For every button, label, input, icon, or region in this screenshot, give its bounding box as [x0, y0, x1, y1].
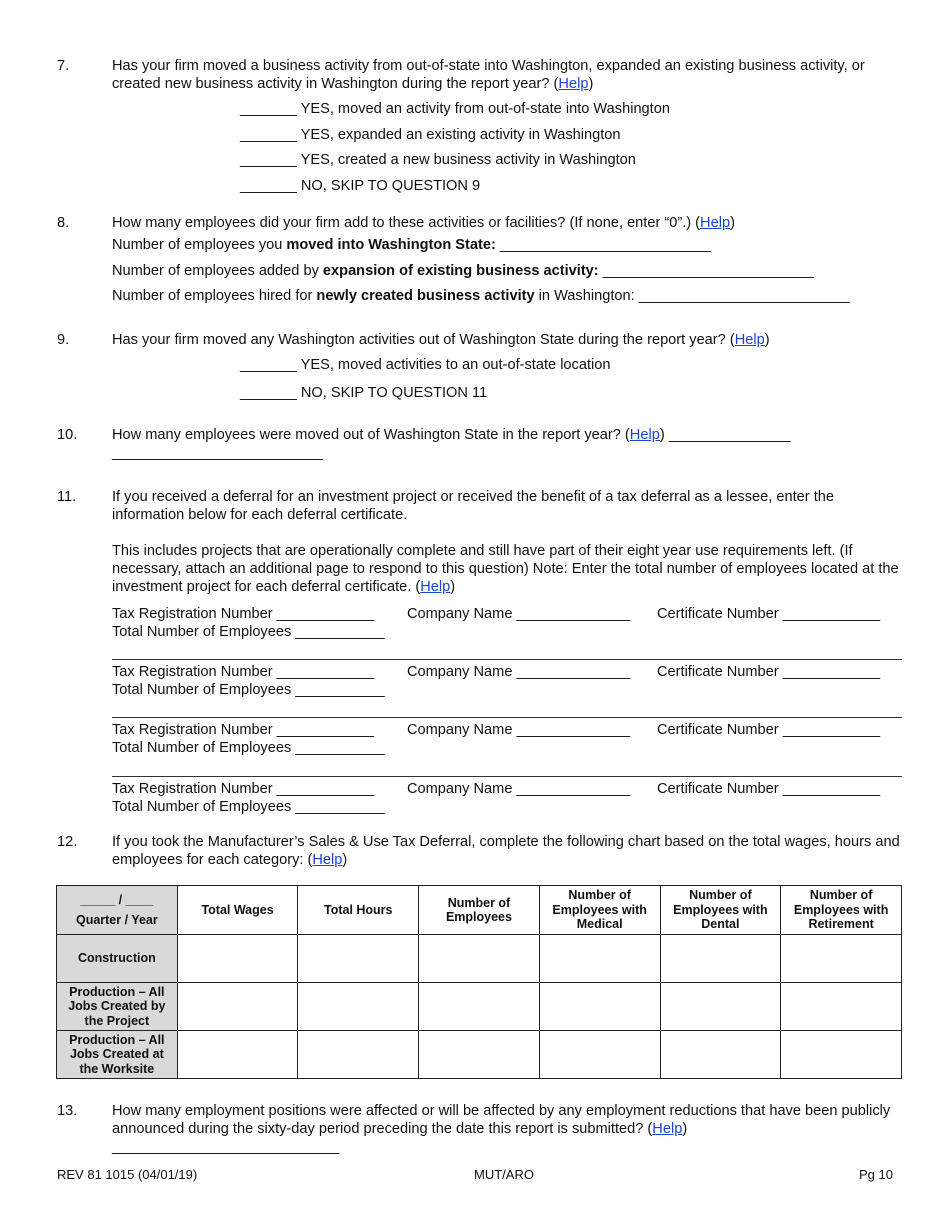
certificate-number-field[interactable]: Certificate Number ____________: [657, 664, 881, 680]
help-link[interactable]: Help: [652, 1121, 683, 1137]
tax-registration-field[interactable]: Tax Registration Number ____________: [112, 781, 375, 797]
question-12-text: If you took the Manufacturer’s Sales & Use Tax Deferral, complete the following chart based on the total wages, hours and employees for each category: (Help): [112, 834, 900, 868]
question-13-prompt: How many employment positions were affected or will be affected by any employment reductions that have been publicly announced during the sixty-day period preceding the date this report is submitted? (: [112, 1103, 891, 1137]
q8-line-3: [112, 287, 850, 305]
q8-line-3-post[interactable]: in Washington: __________________________: [534, 288, 850, 304]
answer-blank[interactable]: _______________: [664, 427, 791, 443]
column-header: Number of Employees with Retirement: [781, 886, 902, 935]
company-name-field[interactable]: Company Name ______________: [407, 722, 631, 738]
answer-blank[interactable]: _______: [240, 152, 297, 168]
answer-blank[interactable]: __________________________: [598, 263, 814, 279]
row-header: Construction: [57, 935, 178, 983]
help-link[interactable]: Help: [734, 332, 765, 348]
input-cell[interactable]: [298, 935, 419, 983]
form-revision: REV 81 1015 (04/01/19): [57, 1167, 198, 1182]
question-8-prompt: How many employees did your firm add to these activities or facilities? (If none, enter “0”.) (: [112, 215, 701, 231]
question-11-text: If you received a deferral for an investment project or received the benefit of a tax deferral as a lessee, enter the information below for each deferral certificate.: [112, 489, 834, 523]
question-7-prompt: Has your firm moved a business activity from out-of-state into Washington, expanded an existing business activity, or created new business activity in Washington during the report year? (: [112, 58, 865, 92]
q9-option-2-label: NO, SKIP TO QUESTION 11: [300, 385, 488, 401]
quarter-year-header[interactable]: [57, 886, 178, 935]
input-cell[interactable]: [539, 935, 660, 983]
q7-option-4-label: NO, SKIP TO QUESTION 9: [300, 178, 481, 194]
input-cell[interactable]: [419, 983, 540, 1031]
divider: [112, 717, 902, 718]
page-number: Pg 10: [859, 1167, 893, 1182]
q8-line-1-bold: moved into Washington State:: [286, 237, 496, 253]
question-8-number: 8.: [57, 215, 70, 231]
help-link[interactable]: Help: [420, 579, 451, 595]
tax-registration-field[interactable]: Tax Registration Number ____________: [112, 606, 375, 622]
question-13-number: 13.: [57, 1103, 78, 1119]
q8-line-2-bold: expansion of existing business activity:: [322, 263, 599, 279]
row-header: Production – All Jobs Created by the Project: [57, 983, 178, 1031]
total-employees-field[interactable]: Total Number of Employees ___________: [112, 682, 385, 698]
question-10-text: How many employees were moved out of Washington State in the report year? (Help) _______________ __________________________: [112, 427, 791, 461]
question-12-number: 12.: [57, 834, 78, 850]
quarter-year-blank[interactable]: _____ / ____: [80, 892, 154, 907]
input-cell[interactable]: [177, 983, 298, 1031]
input-cell[interactable]: [419, 1031, 540, 1079]
deferral-certificate-1: [112, 605, 902, 641]
company-name-field[interactable]: Company Name ______________: [407, 781, 631, 797]
column-header: Number of Employees with Medical: [539, 886, 660, 935]
q7-option-3-label: YES, created a new business activity in Washington: [300, 152, 636, 168]
answer-blank[interactable]: _______: [240, 178, 297, 194]
question-8-text: How many employees did your firm add to these activities or facilities? (If none, enter “0”.) (Help): [112, 215, 735, 231]
question-11-paragraph: This includes projects that are operationally complete and still have part of their eight year use requirements left. (If necessary, attach an additional page to respond to this question) Note: Enter the total number of employees located at the investment project for each deferral certificate. (Help): [112, 543, 899, 595]
total-employees-field[interactable]: Total Number of Employees ___________: [112, 799, 385, 815]
answer-blank-line[interactable]: ____________________________: [112, 1139, 340, 1155]
q7-option-4: [240, 177, 480, 195]
q7-option-2-label: YES, expanded an existing activity in Washington: [300, 127, 621, 143]
certificate-number-field[interactable]: Certificate Number ____________: [657, 781, 881, 797]
input-cell[interactable]: [177, 1031, 298, 1079]
input-cell[interactable]: [781, 1031, 902, 1079]
certificate-number-field[interactable]: Certificate Number ____________: [657, 722, 881, 738]
q9-option-2: [240, 384, 487, 402]
q8-line-3-bold: newly created business activity: [316, 288, 535, 304]
input-cell[interactable]: [419, 935, 540, 983]
total-employees-field[interactable]: Total Number of Employees ___________: [112, 624, 385, 640]
question-10-number: 10.: [57, 427, 78, 443]
q7-option-2: [240, 126, 621, 144]
input-cell[interactable]: [298, 1031, 419, 1079]
question-7-number: 7.: [57, 58, 70, 74]
question-11-number: 11.: [57, 489, 77, 505]
q8-line-1-pre: Number of employees you: [112, 237, 287, 253]
deferral-certificate-3: [112, 721, 902, 757]
tax-registration-field[interactable]: Tax Registration Number ____________: [112, 722, 375, 738]
form-code: MUT/ARO: [474, 1167, 534, 1182]
input-cell[interactable]: [781, 983, 902, 1031]
question-12-prompt: If you took the Manufacturer’s Sales & Use Tax Deferral, complete the following chart based on the total wages, hours and employees for each category: (: [112, 834, 900, 868]
input-cell[interactable]: [177, 935, 298, 983]
q8-line-3-pre: Number of employees hired for: [112, 288, 317, 304]
question-9-prompt: Has your firm moved any Washington activities out of Washington State during the report year? (: [112, 332, 735, 348]
column-header: Total Wages: [177, 886, 298, 935]
question-11-note: This includes projects that are operationally complete and still have part of their eight year use requirements left. (If necessary, attach an additional page to respond to this question) Note: Enter the total number of employees located at the investment project for each deferral certificate. (: [112, 543, 899, 595]
table-row: [57, 1031, 902, 1079]
help-link[interactable]: Help: [629, 427, 660, 443]
divider: [112, 776, 902, 777]
q9-option-1: [240, 356, 611, 374]
q7-option-3: [240, 151, 636, 169]
help-link[interactable]: Help: [312, 852, 343, 868]
company-name-field[interactable]: Company Name ______________: [407, 664, 631, 680]
input-cell[interactable]: [539, 1031, 660, 1079]
tax-registration-field[interactable]: Tax Registration Number ____________: [112, 664, 375, 680]
column-header: Number of Employees: [419, 886, 540, 935]
deferral-certificate-2: [112, 663, 902, 699]
deferral-certificate-4: [112, 780, 902, 816]
input-cell[interactable]: [781, 935, 902, 983]
q8-line-2: [112, 262, 814, 280]
input-cell[interactable]: [660, 983, 781, 1031]
quarter-year-label: Quarter / Year: [75, 913, 158, 927]
total-employees-field[interactable]: Total Number of Employees ___________: [112, 740, 385, 756]
answer-blank[interactable]: _______: [240, 127, 297, 143]
column-header: Total Hours: [298, 886, 419, 935]
table-row: [57, 935, 902, 983]
input-cell[interactable]: [298, 983, 419, 1031]
employment-chart: [56, 885, 902, 1079]
question-10-prompt: How many employees were moved out of Washington State in the report year? (: [112, 427, 630, 443]
help-link[interactable]: Help: [558, 76, 589, 92]
answer-blank[interactable]: __________________________: [495, 237, 711, 253]
table-row: [57, 983, 902, 1031]
answer-blank[interactable]: _______: [240, 101, 297, 117]
q9-option-1-label: YES, moved activities to an out-of-state location: [300, 357, 611, 373]
divider: [112, 659, 902, 660]
company-name-field[interactable]: Company Name ______________: [407, 606, 631, 622]
answer-blank[interactable]: _______: [240, 357, 297, 373]
certificate-number-field[interactable]: Certificate Number ____________: [657, 606, 881, 622]
row-header: Production – All Jobs Created at the Worksite: [57, 1031, 178, 1079]
column-header: Number of Employees with Dental: [660, 886, 781, 935]
answer-blank-line[interactable]: __________________________: [112, 445, 324, 461]
answer-blank[interactable]: _______: [240, 385, 297, 401]
q7-option-1-label: YES, moved an activity from out-of-state into Washington: [300, 101, 670, 117]
question-13-text: How many employment positions were affected or will be affected by any employment reductions that have been publicly announced during the sixty-day period preceding the date this report is submitted? (Help) ____________________________: [112, 1103, 891, 1155]
input-cell[interactable]: [660, 1031, 781, 1079]
q7-option-1: [240, 100, 670, 118]
question-9-number: 9.: [57, 332, 70, 348]
question-7-text: Has your firm moved a business activity from out-of-state into Washington, expanded an existing business activity, or created new business activity in Washington during the report year? (Help): [112, 58, 865, 92]
help-link[interactable]: Help: [700, 215, 731, 231]
q8-line-2-pre: Number of employees added by: [112, 263, 323, 279]
q8-line-1: [112, 236, 711, 254]
question-9-text: Has your firm moved any Washington activities out of Washington State during the report year? (Help): [112, 332, 770, 348]
input-cell[interactable]: [660, 935, 781, 983]
input-cell[interactable]: [539, 983, 660, 1031]
